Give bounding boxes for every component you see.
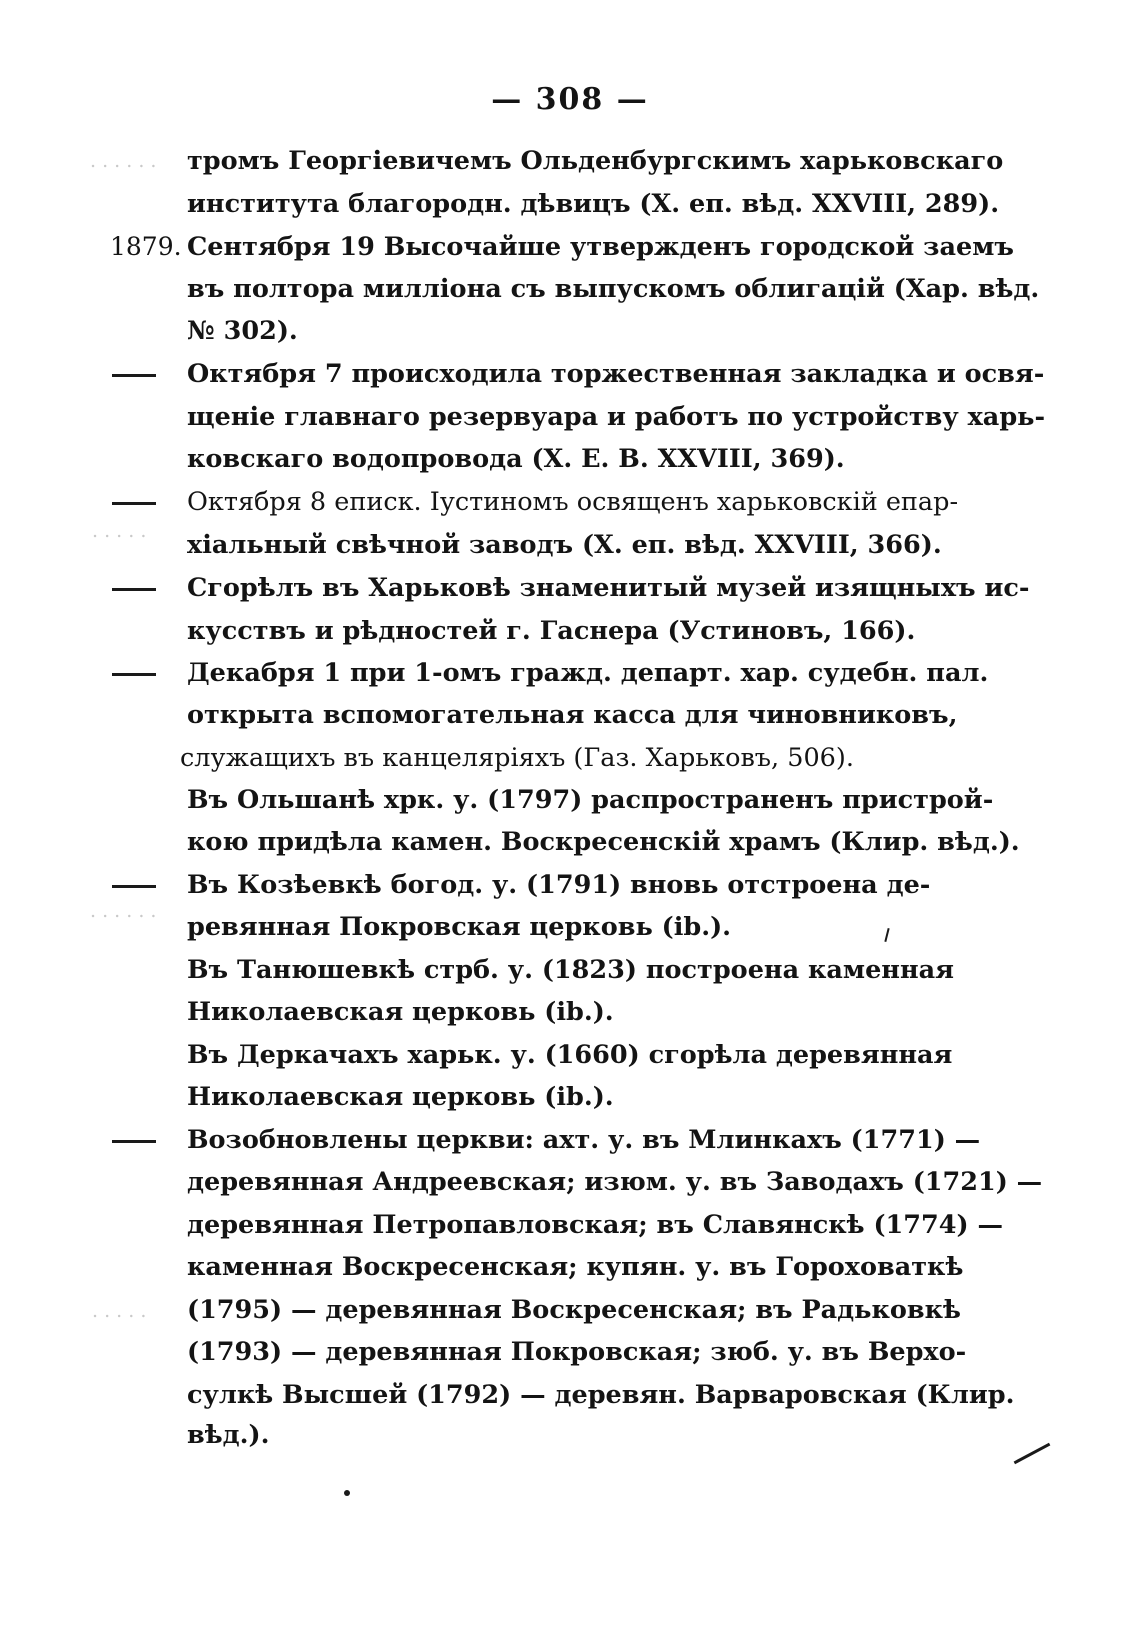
text-line: Николаевская церковь (ib.).: [187, 1082, 614, 1112]
bleed-through-mark: . . . . . .: [90, 150, 157, 172]
year-marker: 1879.: [110, 232, 182, 261]
text-line: Возобновлены церкви: ахт. у. въ Млинкахъ (1771) —: [187, 1125, 981, 1155]
bleed-through-mark: . . . . .: [92, 1300, 147, 1322]
page-number: — 308 —: [491, 82, 649, 117]
text-line: института благородн. дѣвицъ (X. еп. вѣд. XXVIII, 289).: [187, 189, 1000, 219]
text-line: Въ Ольшанѣ хрк. у. (1797) распространенъ пристрой-: [187, 785, 994, 815]
text-line: Сентября 19 Высочайше утвержденъ городской заемъ: [187, 232, 1014, 262]
stray-ink-dot: [344, 1490, 350, 1496]
text-line: деревянная Петропавловская; въ Славянскѣ (1774) —: [187, 1210, 1003, 1240]
entry-dash: [112, 885, 156, 888]
text-line: (1793) — деревянная Покровская; зюб. у. въ Верхо-: [187, 1337, 967, 1367]
text-line: деревянная Андреевская; изюм. у. въ Заводахъ (1721) —: [187, 1167, 1043, 1197]
text-line: Октября 8 еписк. Іустиномъ освященъ харьковскій епар-: [187, 487, 959, 517]
text-line: открыта вспомогательная касса для чиновниковъ,: [187, 700, 958, 730]
text-line: Октября 7 происходила торжественная закладка и освя-: [187, 359, 1045, 389]
text-line: ковскаго водопровода (X. Е. В. XXVIII, 369).: [187, 444, 845, 474]
text-line: каменная Воскресенская; купян. у. въ Гороховаткѣ: [187, 1252, 964, 1282]
entry-dash: [112, 374, 156, 377]
text-line: въ полтора милліона съ выпускомъ облигацій (Хар. вѣд.: [187, 274, 1040, 304]
stray-ink-tick: [884, 928, 889, 942]
bleed-through-mark: . . . . .: [92, 520, 147, 542]
entry-dash: [112, 588, 156, 591]
entry-dash: [112, 502, 156, 505]
text-line: щеніе главнаго резервуара и работъ по устройству харь-: [187, 402, 1046, 432]
text-line: Въ Деркачахъ харьк. у. (1660) сгорѣла деревянная: [187, 1040, 953, 1070]
entry-dash: [112, 673, 156, 676]
text-line: сулкѣ Высшей (1792) — деревян. Варваровская (Клир.: [187, 1380, 1015, 1410]
text-line: Декабря 1 при 1-омъ гражд. департ. хар. судебн. пал.: [187, 658, 989, 688]
text-line: кусствъ и рѣдностей г. Гаснера (Устиновъ, 166).: [187, 616, 916, 646]
text-line: (1795) — деревянная Воскресенская; въ Радьковкѣ: [187, 1295, 961, 1325]
bleed-through-mark: . . . . . .: [90, 900, 157, 922]
text-line: Въ Козѣевкѣ богод. у. (1791) вновь отстроена де-: [187, 870, 931, 900]
text-line: кою придѣла камен. Воскресенскій храмъ (Клир. вѣд.).: [187, 827, 1020, 857]
text-line: служащихъ въ канцеляріяхъ (Газ. Харьковъ, 506).: [180, 743, 854, 773]
stray-ink-stroke: [1014, 1443, 1051, 1464]
text-line: Сгорѣлъ въ Харьковѣ знаменитый музей изящныхъ ис-: [187, 573, 1030, 603]
text-line: вѣд.).: [187, 1420, 270, 1450]
text-line: Въ Танюшевкѣ стрб. у. (1823) построена каменная: [187, 955, 954, 985]
text-line: хіальный свѣчной заводъ (X. еп. вѣд. XXVIII, 366).: [187, 530, 942, 560]
text-line: № 302).: [187, 316, 298, 346]
text-line: тромъ Георгіевичемъ Ольденбургскимъ харьковскаго: [187, 146, 1004, 176]
entry-dash: [112, 1140, 156, 1143]
text-line: Николаевская церковь (ib.).: [187, 997, 614, 1027]
text-line: ревянная Покровская церковь (ib.).: [187, 912, 732, 942]
